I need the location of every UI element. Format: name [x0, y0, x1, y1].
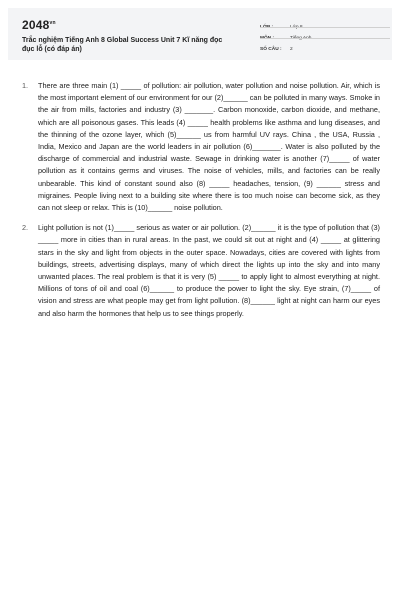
- document-title: Trắc nghiệm Tiếng Anh 8 Global Success Unit 7 Kĩ năng đọc đục lỗ (có đáp án): [22, 37, 223, 53]
- logo-suffix: vn: [49, 20, 56, 26]
- document-content: [22, 80, 380, 320]
- question-number: 1.: [22, 81, 29, 90]
- meta-divider: [260, 38, 390, 39]
- meta-value-class: Lớp 8: [290, 25, 303, 30]
- meta-divider: [260, 27, 390, 28]
- site-logo[interactable]: [22, 18, 56, 32]
- question-number: 2.: [22, 223, 29, 233]
- question-block-2: [22, 222, 380, 320]
- meta-value-count: 2: [290, 47, 293, 52]
- question-passage: Light pollution is not (1)_____ serious as water or air pollution. (2)______ it is the type of pollution that (3) _____ more in cities than in rural areas. In the past, we could sit out at night and (4) _____ at glittering stars in the sky and light from objects in the outer space. Nowadays, cities are covered with lights from buildings, streets, advertising displays, many of which direct the lights up into the sky and into many unwanted places. The real problem is that it is very (5) _____ to apply light to almost everything at night. Millions of tons of oil and coal (6)______ to produce the power to light the sky. Eye strain, (7)_____ of vision and stress are what people may get from light pollution. (8)______ light at night can harm our eyes and also harm the hormones that help us to see things properly.: [38, 223, 380, 318]
- meta-key-count: SỐ CÂU :: [260, 47, 282, 52]
- logo-text: 2048: [22, 18, 50, 32]
- question-passage: There are three main (1) _____ of pollution: air pollution, water pollution and noise pollution. Air, which is the most important element of our environment for our (2)______ can be polluted in many ways. Smoke in the air from mills, factories and industry (3) _______. Carbon monoxide, carbon dioxide, and methane, which are all poisonous gases. This leads (4) _____ health problems like asthma and lung diseases, and the thinning of the ozone layer, which (5)______ us from harmful UV rays. China , the USA, Russia , India, Mexico and Japan are the world leaders in air pollution (6)_______. Water is also polluted by the discharge of commercial and industrial waste. Sewage in drinking water is another (7)_____ of water pollution as it contains germs and viruses. The noise of vehicles, mills, and factories can be really unbearable. This kind of constant sound also (8) _____ headaches, tension, (9) ______ stress and migraines. People living next to a building site where there is too much noise can become sick, as they can not sleep or relax. This is (10)______ noise pollution.: [38, 81, 380, 213]
- question-block-1: [22, 80, 380, 214]
- meta-key-subject: MÔN :: [260, 36, 275, 41]
- meta-value-subject: Tiếng Anh: [290, 36, 312, 41]
- meta-row-count: [260, 44, 311, 55]
- document-header: [8, 8, 392, 60]
- meta-key-class: LỚP :: [260, 25, 274, 30]
